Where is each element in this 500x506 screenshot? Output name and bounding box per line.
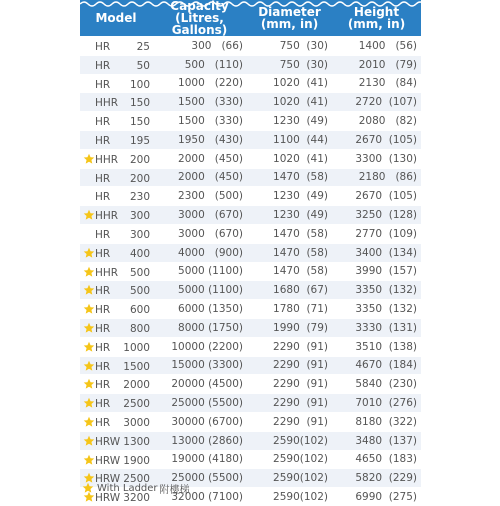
diameter-cell: 2590(102) [247,469,332,488]
diameter-cell: 1470 (58) [247,262,332,281]
model-series: HR [95,59,111,72]
diameter-cell: 1470 (58) [247,168,332,187]
diameter-cell: 1230 (49) [247,112,332,131]
table-row [80,337,421,356]
model-series: HR [95,191,111,204]
star-icon [83,266,95,278]
model-series: HHR [95,210,119,223]
model-size: 200 [129,153,150,166]
table-row [80,168,421,187]
model-cell [80,337,152,356]
height-cell: 4670 (184) [332,356,421,375]
capacity-cell: 8000 (1750) [152,318,247,337]
capacity-cell: 10000 (2200) [152,337,247,356]
diameter-cell: 1020 (41) [247,149,332,168]
diameter-cell: 2590(102) [247,488,332,506]
table-row [80,74,421,93]
height-cell: 2080 (82) [332,112,421,131]
capacity-cell: 1000 (220) [152,74,247,93]
model-cell [80,318,152,337]
star-icon [83,341,95,353]
model-cell [80,187,152,206]
table-row [80,300,421,319]
diameter-cell: 2290 (91) [247,412,332,431]
capacity-cell: 15000 (3300) [152,356,247,375]
model-cell [80,224,152,243]
model-series: HR [95,416,111,429]
model-cell [80,300,152,319]
model-size: 1300 [123,435,150,448]
table-row [80,149,421,168]
diameter-cell: 2290 (91) [247,337,332,356]
table-row [80,262,421,281]
capacity-cell: 500 (110) [152,55,247,74]
model-size: 2000 [123,379,150,392]
model-cell [80,168,152,187]
model-cell [80,74,152,93]
diameter-cell: 2290 (91) [247,394,332,413]
height-cell: 2670 (105) [332,187,421,206]
model-series: HR [95,78,111,91]
diameter-cell: 1780 (71) [247,300,332,319]
header-row [80,0,421,37]
star-icon [83,435,95,447]
capacity-cell: 3000 (670) [152,206,247,225]
model-size: 2500 [123,398,150,411]
capacity-cell: 1500 (330) [152,112,247,131]
table-row [80,431,421,450]
model-size: 400 [129,247,150,260]
capacity-cell: 5000 (1100) [152,262,247,281]
model-cell [80,281,152,300]
capacity-cell: 30000 (6700) [152,412,247,431]
height-cell: 2010 (79) [332,55,421,74]
model-cell [80,130,152,149]
diameter-cell: 1470 (58) [247,224,332,243]
model-size: 300 [129,228,150,241]
model-size: 3000 [123,416,150,429]
model-size: 200 [129,172,150,185]
model-size: 150 [129,116,150,129]
height-cell: 3330 (131) [332,318,421,337]
model-size: 800 [129,322,150,335]
model-size: 1900 [123,454,150,467]
capacity-cell: 1500 (330) [152,93,247,112]
model-cell [80,394,152,413]
diameter-cell: 2590(102) [247,450,332,469]
table-row [80,281,421,300]
model-size: 600 [129,304,150,317]
ladder-legend [82,480,190,496]
capacity-cell: 2000 (450) [152,149,247,168]
capacity-cell: 1950 (430) [152,130,247,149]
header-diameter: Diameter (mm, in) [247,0,332,37]
model-cell [80,450,152,469]
model-cell [80,55,152,74]
model-cell [80,375,152,394]
height-cell: 2670 (105) [332,130,421,149]
height-cell: 3250 (128) [332,206,421,225]
model-cell [80,243,152,262]
model-size: 300 [129,210,150,223]
model-size: 2500 [123,473,150,486]
table-body [80,37,421,506]
height-cell: 3350 (132) [332,300,421,319]
capacity-cell: 2300 (500) [152,187,247,206]
model-series: HHR [95,266,119,279]
height-cell: 5840 (230) [332,375,421,394]
model-cell [80,149,152,168]
height-cell: 3480 (137) [332,431,421,450]
capacity-cell: 300 (66) [152,37,247,56]
model-series: HRW [95,454,121,467]
diameter-cell: 750 (30) [247,37,332,56]
star-icon [83,153,95,165]
model-cell [80,356,152,375]
height-cell: 3990 (157) [332,262,421,281]
model-series: HR [95,247,111,260]
diameter-cell: 2290 (91) [247,375,332,394]
model-size: 3200 [123,492,150,505]
table-row [80,375,421,394]
header-capacity: Capacity (Litres, Gallons) [152,0,247,37]
star-icon [83,284,95,296]
height-cell: 4650 (183) [332,450,421,469]
model-cell [80,262,152,281]
height-cell: 1400 (56) [332,37,421,56]
diameter-cell: 1680 (67) [247,281,332,300]
height-cell: 3510 (138) [332,337,421,356]
capacity-cell: 6000 (1350) [152,300,247,319]
diameter-cell: 1230 (49) [247,206,332,225]
height-cell: 3350 (132) [332,281,421,300]
model-series: HR [95,285,111,298]
table-row [80,356,421,375]
model-series: HR [95,134,111,147]
star-icon [83,378,95,390]
table-row [80,37,421,56]
model-series: HRW [95,492,121,505]
capacity-cell: 4000 (900) [152,243,247,262]
diameter-cell: 1990 (79) [247,318,332,337]
model-series: HR [95,341,111,354]
star-icon [82,482,94,494]
model-series: HR [95,172,111,185]
height-cell: 2180 (86) [332,168,421,187]
diameter-cell: 1020 (41) [247,93,332,112]
star-icon [83,360,95,372]
table-row [80,187,421,206]
model-series: HR [95,360,111,373]
model-size: 500 [129,285,150,298]
model-series: HRW [95,435,121,448]
capacity-cell: 25000 (5500) [152,469,247,488]
diameter-cell: 1020 (41) [247,74,332,93]
model-series: HHR [95,97,119,110]
model-cell [80,93,152,112]
table-row [80,55,421,74]
header-height: Height (mm, in) [332,0,421,37]
diameter-cell: 1100 (44) [247,130,332,149]
legend-label-cjk: 附樓梯 [159,484,190,496]
table-row [80,93,421,112]
height-cell: 2720 (107) [332,93,421,112]
diameter-cell: 2290 (91) [247,356,332,375]
model-series: HR [95,304,111,317]
model-cell [80,206,152,225]
model-cell [80,37,152,56]
diameter-cell: 750 (30) [247,55,332,74]
model-size: 1500 [123,360,150,373]
diameter-cell: 1470 (58) [247,243,332,262]
model-series: HR [95,398,111,411]
header-model: Model [80,0,152,37]
height-cell: 2130 (84) [332,74,421,93]
star-icon [83,322,95,334]
table-row [80,318,421,337]
model-series: HR [95,379,111,392]
star-icon [83,416,95,428]
capacity-cell: 25000 (5500) [152,394,247,413]
height-cell: 3400 (134) [332,243,421,262]
table-row [80,450,421,469]
table-row [80,112,421,131]
model-series: HR [95,322,111,335]
height-cell: 2770 (109) [332,224,421,243]
diameter-cell: 1230 (49) [247,187,332,206]
spec-table [80,0,421,506]
model-series: HHR [95,153,119,166]
model-size: 50 [136,59,150,72]
star-icon [83,303,95,315]
height-cell: 6990 (275) [332,488,421,506]
model-size: 100 [129,78,150,91]
table-row [80,412,421,431]
capacity-cell: 2000 (450) [152,168,247,187]
model-series: HR [95,116,111,129]
table-row [80,206,421,225]
star-icon [83,209,95,221]
star-icon [83,454,95,466]
table-row [80,224,421,243]
height-cell: 8180 (322) [332,412,421,431]
model-size: 25 [136,41,150,53]
model-size: 150 [129,97,150,110]
model-size: 500 [129,266,150,279]
model-series: HRW [95,473,121,486]
height-cell: 7010 (276) [332,394,421,413]
capacity-cell: 3000 (670) [152,224,247,243]
table-row [80,394,421,413]
capacity-cell: 19000 (4180) [152,450,247,469]
model-cell [80,431,152,450]
model-series: HR [95,41,111,53]
model-size: 1000 [123,341,150,354]
capacity-cell: 5000 (1100) [152,281,247,300]
table-row [80,243,421,262]
model-size: 195 [129,134,150,147]
table-row [80,130,421,149]
model-cell [80,412,152,431]
capacity-cell: 32000 (7100) [152,488,247,506]
height-cell: 5820 (229) [332,469,421,488]
capacity-cell: 13000 (2860) [152,431,247,450]
diameter-cell: 2590(102) [247,431,332,450]
model-series: HR [95,228,111,241]
height-cell: 3300 (130) [332,149,421,168]
legend-label: With Ladder [97,482,158,494]
capacity-cell: 20000 (4500) [152,375,247,394]
model-cell [80,112,152,131]
star-icon [83,247,95,259]
star-icon [83,397,95,409]
model-size: 230 [129,191,150,204]
